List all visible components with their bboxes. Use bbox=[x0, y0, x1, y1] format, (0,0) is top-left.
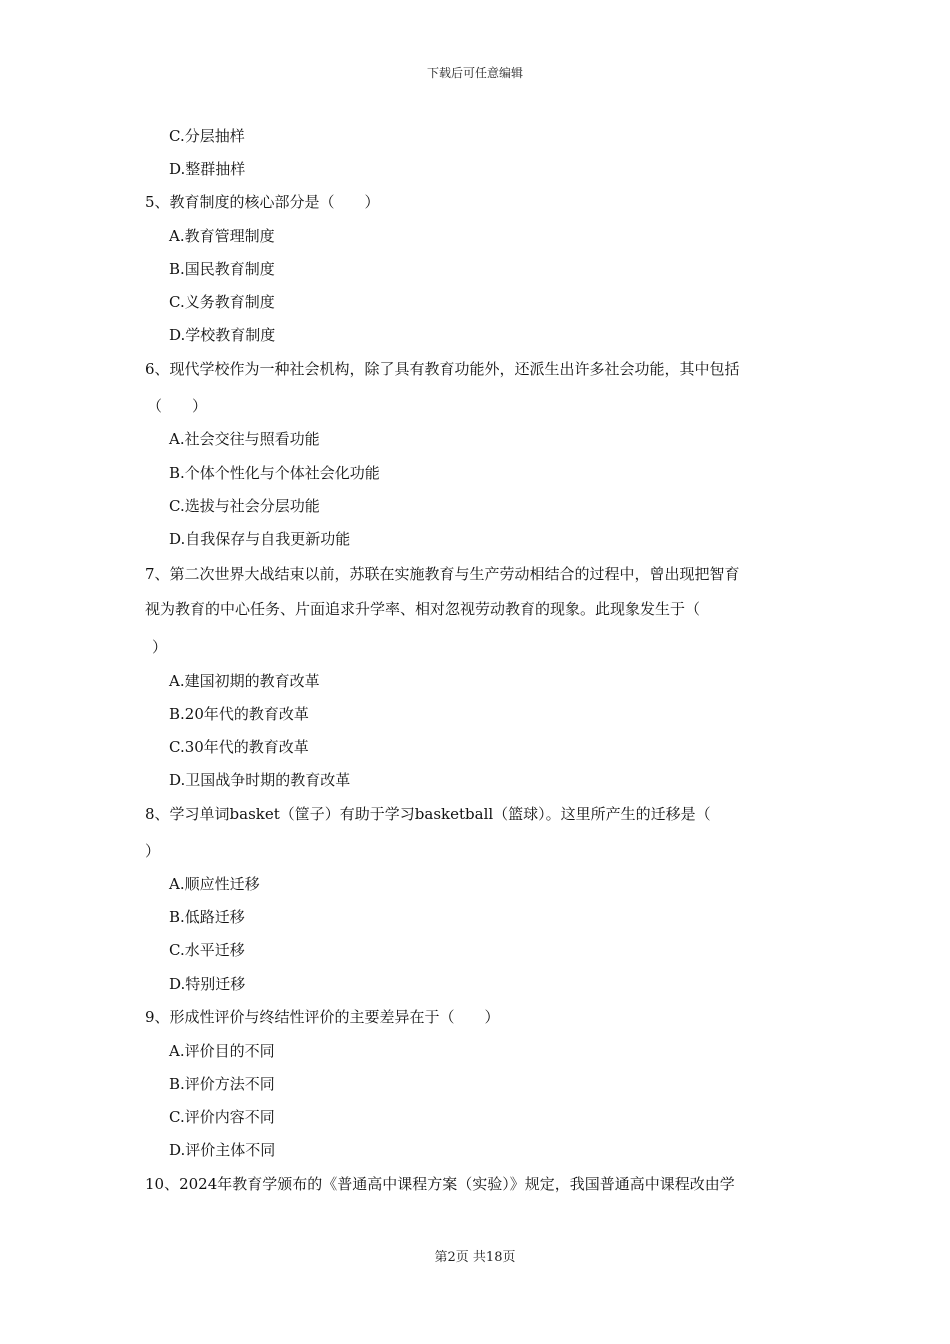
question-7-cont-2: ） bbox=[152, 638, 168, 656]
option-6b: B.个体个性化与个体社会化功能 bbox=[169, 464, 380, 482]
option-8c: C.水平迁移 bbox=[169, 941, 245, 959]
option-6a: A.社会交往与照看功能 bbox=[169, 430, 320, 448]
option-5c: C.义务教育制度 bbox=[169, 293, 275, 311]
option-7d: D.卫国战争时期的教育改革 bbox=[169, 771, 351, 789]
question-7-cont: 视为教育的中心任务、片面追求升学率、相对忽视劳动教育的现象。此现象发生于（ bbox=[145, 600, 701, 618]
option-8a: A.顺应性迁移 bbox=[169, 875, 260, 893]
option-5a: A.教育管理制度 bbox=[169, 227, 275, 245]
page-header: 下载后可任意编辑 bbox=[426, 66, 523, 80]
option-9c: C.评价内容不同 bbox=[169, 1108, 275, 1126]
question-6: 6、现代学校作为一种社会机构，除了具有教育功能外，还派生出许多社会功能，其中包括 bbox=[145, 360, 740, 378]
question-5: 5、教育制度的核心部分是（ ） bbox=[145, 193, 380, 211]
option-9b: B.评价方法不同 bbox=[169, 1075, 275, 1093]
option-7b: B.20年代的教育改革 bbox=[169, 705, 309, 723]
question-8-cont: ） bbox=[145, 842, 161, 860]
question-8: 8、学习单词basket（筐子）有助于学习basketball（篮球）。这里所产生的迁移是（ bbox=[145, 805, 711, 823]
option-4c: C.分层抽样 bbox=[169, 127, 245, 145]
question-7: 7、第二次世界大战结束以前，苏联在实施教育与生产劳动相结合的过程中，曾出现把智育 bbox=[145, 565, 740, 583]
question-10: 10、2024年教育学颁布的《普通高中课程方案（实验）》规定，我国普通高中课程改由学 bbox=[145, 1175, 735, 1193]
question-9: 9、形成性评价与终结性评价的主要差异在于（ ） bbox=[145, 1008, 500, 1026]
page-footer: 第2页 共18页 bbox=[434, 1250, 516, 1265]
option-5b: B.国民教育制度 bbox=[169, 260, 275, 278]
option-9a: A.评价目的不同 bbox=[169, 1042, 275, 1060]
option-8d: D.特别迁移 bbox=[169, 975, 246, 993]
option-6d: D.自我保存与自我更新功能 bbox=[169, 530, 351, 548]
option-7a: A.建国初期的教育改革 bbox=[169, 672, 320, 690]
option-9d: D.评价主体不同 bbox=[169, 1141, 276, 1159]
option-6c: C.选拔与社会分层功能 bbox=[169, 497, 320, 515]
option-7c: C.30年代的教育改革 bbox=[169, 738, 309, 756]
option-8b: B.低路迁移 bbox=[169, 908, 245, 926]
option-5d: D.学校教育制度 bbox=[169, 326, 276, 344]
question-6-cont: （ ） bbox=[147, 397, 208, 415]
option-4d: D.整群抽样 bbox=[169, 160, 246, 178]
